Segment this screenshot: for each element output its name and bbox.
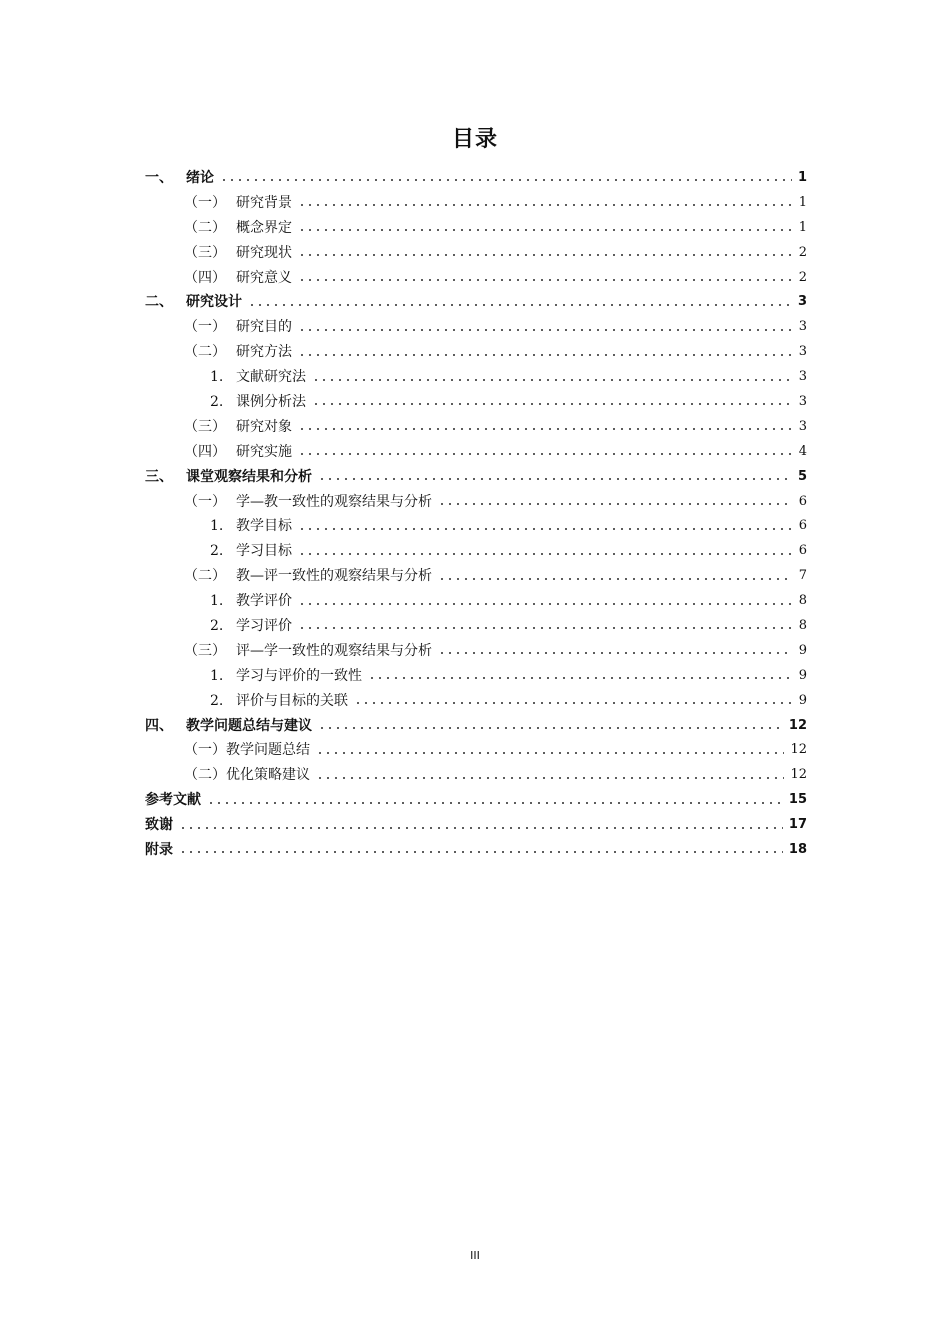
toc-entry-title: 学习目标 <box>236 543 292 560</box>
toc-entry-page: 2 <box>798 269 807 285</box>
toc-entry-title: 教—评一致性的观察结果与分析 <box>236 568 432 585</box>
toc-entry[interactable] <box>145 514 807 539</box>
toc-entry-number: 2. <box>210 692 224 709</box>
toc-entry[interactable] <box>145 813 807 838</box>
dot-leader <box>318 727 783 729</box>
toc-entry-title: 绪论 <box>186 170 214 186</box>
toc-entry-page: 8 <box>798 593 807 609</box>
dot-leader <box>438 652 793 654</box>
toc-entry-number: 一、 <box>145 170 173 186</box>
toc-entry[interactable] <box>145 166 807 191</box>
dot-leader <box>298 627 793 629</box>
toc-entry-number: （一） <box>184 319 226 336</box>
toc-entry-number: （三） <box>184 642 226 659</box>
dot-leader <box>438 503 793 505</box>
toc-entry[interactable] <box>145 365 807 390</box>
toc-entry-title: 附录 <box>145 842 173 859</box>
toc-entry-page: 6 <box>798 518 807 534</box>
toc-entry[interactable] <box>145 689 807 714</box>
toc-entry[interactable] <box>145 290 807 315</box>
toc-entry-page: 4 <box>798 443 807 459</box>
toc-entry-number: （二） <box>184 568 226 585</box>
toc-entry-title: 学习与评价的一致性 <box>236 667 362 684</box>
dot-leader <box>298 603 793 605</box>
dot-leader <box>298 354 793 356</box>
toc-entry-number: （二） <box>184 219 226 236</box>
toc-entry-title: 研究设计 <box>186 294 242 311</box>
toc-entry-number: 2. <box>210 394 224 411</box>
toc-entry[interactable] <box>145 191 807 216</box>
toc-entry-number: （四） <box>184 443 226 460</box>
dot-leader <box>298 279 793 281</box>
toc-entry-number: （四） <box>184 269 226 286</box>
dot-leader <box>298 428 793 430</box>
toc-entry-page: 3 <box>798 418 807 434</box>
toc-entry-page: 9 <box>798 642 807 658</box>
toc-entry-number: （一） <box>184 493 226 510</box>
toc-entry-page: 15 <box>788 792 807 808</box>
toc-entry-page: 12 <box>790 742 807 758</box>
toc-entry[interactable] <box>145 788 807 813</box>
toc-entry-page: 3 <box>798 369 807 385</box>
toc-entry-title: 学习评价 <box>236 618 292 635</box>
toc-entry-page: 5 <box>797 468 807 484</box>
toc-entry-title: 研究方法 <box>236 344 292 361</box>
toc-entry-title: 课例分析法 <box>236 394 306 411</box>
toc-entry[interactable] <box>145 440 807 465</box>
toc-entry-title: 教学问题总结 <box>226 742 310 759</box>
dot-leader <box>298 229 793 231</box>
toc-entry[interactable] <box>145 564 807 589</box>
dot-leader <box>220 179 792 181</box>
toc-entry-number: 1. <box>210 667 224 684</box>
dot-leader <box>298 528 793 530</box>
toc-entry-page: 8 <box>798 618 807 634</box>
toc-entry-page: 9 <box>798 667 807 683</box>
toc-entry-page: 7 <box>798 568 807 584</box>
toc-entry[interactable] <box>145 664 807 689</box>
toc-entry-title: 研究意义 <box>236 269 292 286</box>
toc-entry-number: （一） <box>184 194 226 211</box>
toc-entry-number: 1. <box>210 518 224 535</box>
toc-entry-title: 课堂观察结果和分析 <box>186 468 312 485</box>
toc-entry-title: 学—教一致性的观察结果与分析 <box>236 493 432 510</box>
toc-entry[interactable] <box>145 266 807 291</box>
toc-entry-number: 三、 <box>145 468 173 485</box>
dot-leader <box>316 777 784 779</box>
table-of-contents <box>145 166 807 863</box>
dot-leader <box>298 254 793 256</box>
toc-entry-page: 6 <box>798 543 807 559</box>
toc-entry-page: 1 <box>798 194 807 210</box>
toc-entry-title: 优化策略建议 <box>226 767 310 784</box>
dot-leader <box>207 802 783 804</box>
toc-entry-title: 研究目的 <box>236 319 292 336</box>
toc-entry-number: 二、 <box>145 294 173 311</box>
toc-entry-title: 研究对象 <box>236 418 292 435</box>
toc-entry[interactable] <box>145 241 807 266</box>
page-title: 目录 <box>451 127 498 152</box>
toc-entry-title: 评价与目标的关联 <box>236 692 348 709</box>
toc-entry-number: （二） <box>184 344 226 361</box>
toc-entry[interactable] <box>145 763 807 788</box>
toc-entry[interactable] <box>145 315 807 340</box>
toc-entry-page: 3 <box>798 319 807 335</box>
toc-entry[interactable] <box>145 216 807 241</box>
toc-entry-number: （一） <box>184 742 226 759</box>
toc-entry-number: 2. <box>210 618 224 635</box>
toc-entry-number: 1. <box>210 593 224 610</box>
toc-entry-title: 教学评价 <box>236 593 292 610</box>
toc-entry[interactable] <box>145 415 807 440</box>
dot-leader <box>316 752 784 754</box>
toc-entry-page: 18 <box>788 842 807 858</box>
toc-entry-page: 6 <box>798 493 807 509</box>
dot-leader <box>179 851 783 853</box>
toc-entry-title: 研究现状 <box>236 244 292 261</box>
toc-entry-number: 四、 <box>145 717 173 734</box>
toc-entry[interactable] <box>145 340 807 365</box>
toc-entry-page: 12 <box>790 767 807 783</box>
toc-entry[interactable] <box>145 589 807 614</box>
toc-entry[interactable] <box>145 490 807 515</box>
toc-entry[interactable] <box>145 738 807 763</box>
toc-entry-number: （二） <box>184 767 226 784</box>
dot-leader <box>312 403 793 405</box>
toc-entry-title: 评—学一致性的观察结果与分析 <box>236 642 432 659</box>
toc-entry[interactable] <box>145 714 807 739</box>
dot-leader <box>312 379 793 381</box>
toc-entry-number: （三） <box>184 418 226 435</box>
toc-entry-title: 研究背景 <box>236 194 292 211</box>
toc-entry-page: 3 <box>798 394 807 410</box>
dot-leader <box>248 304 792 306</box>
page-number: III <box>470 1249 480 1262</box>
dot-leader <box>298 329 793 331</box>
dot-leader <box>298 553 793 555</box>
toc-entry-number: 1. <box>210 369 224 386</box>
toc-entry-title: 参考文献 <box>145 792 201 809</box>
toc-entry[interactable] <box>145 390 807 415</box>
dot-leader <box>298 204 793 206</box>
toc-entry-title: 致谢 <box>145 817 173 834</box>
toc-entry-page: 9 <box>798 692 807 708</box>
toc-entry-title: 文献研究法 <box>236 369 306 386</box>
dot-leader <box>179 827 783 829</box>
toc-entry-page: 1 <box>797 170 807 185</box>
toc-entry[interactable] <box>145 639 807 664</box>
toc-entry-page: 1 <box>798 219 807 235</box>
dot-leader <box>354 702 793 704</box>
toc-entry-title: 概念界定 <box>236 219 292 236</box>
dot-leader <box>318 478 792 480</box>
toc-entry-title: 教学目标 <box>236 518 292 535</box>
dot-leader <box>438 578 793 580</box>
toc-entry-title: 教学问题总结与建议 <box>186 717 312 734</box>
toc-entry[interactable] <box>145 838 807 863</box>
dot-leader <box>368 677 793 679</box>
toc-entry[interactable] <box>145 465 807 490</box>
toc-entry-title: 研究实施 <box>236 443 292 460</box>
dot-leader <box>298 453 793 455</box>
toc-entry-page: 2 <box>798 244 807 260</box>
toc-entry-page: 17 <box>788 817 807 833</box>
toc-entry-page: 3 <box>797 294 807 310</box>
toc-entry[interactable] <box>145 539 807 564</box>
toc-entry-number: （三） <box>184 244 226 261</box>
toc-entry-page: 12 <box>788 717 807 733</box>
toc-entry-page: 3 <box>798 344 807 360</box>
toc-entry[interactable] <box>145 614 807 639</box>
toc-entry-number: 2. <box>210 543 224 560</box>
